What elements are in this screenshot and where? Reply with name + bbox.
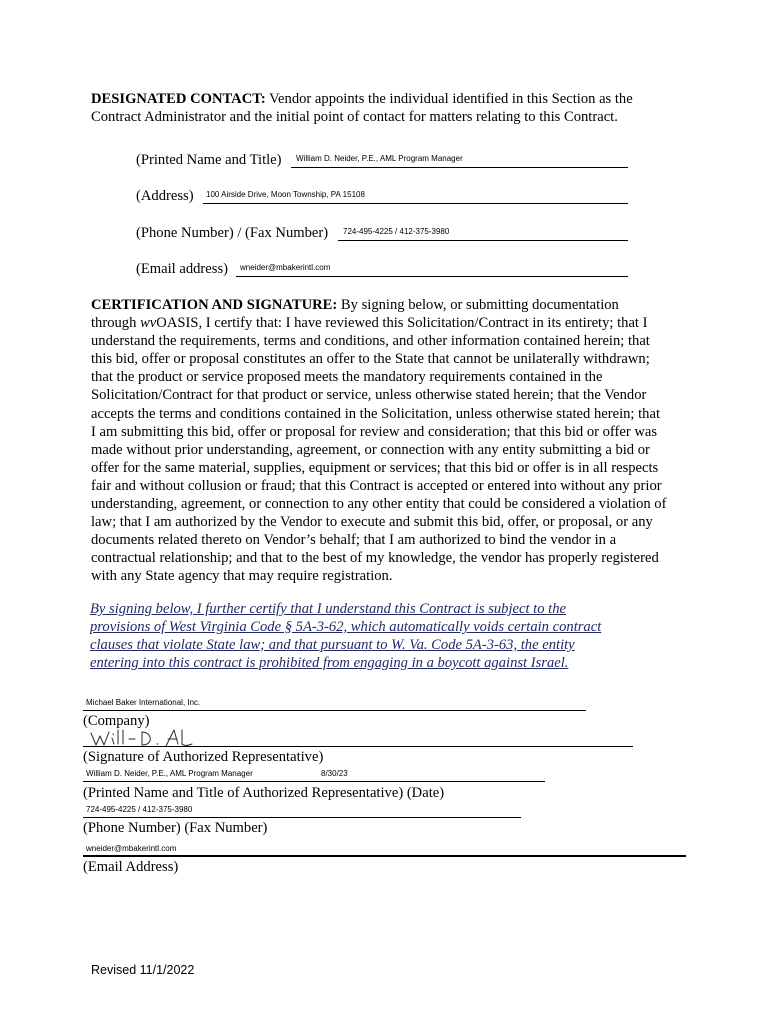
certification-line: I am submitting this bid, offer or proposal for review and consideration; that this bid or offer was	[91, 423, 658, 440]
phone-label: (Phone Number) / (Fax Number)	[136, 225, 329, 241]
rep-email-underline	[83, 855, 686, 857]
further-certify-paragraph	[90, 600, 650, 672]
printed-name-label: (Printed Name and Title)	[136, 152, 282, 168]
certification-line: documents related thereto on Vendor’s behalf; that I am authorized to bind the vendor in a	[91, 532, 617, 549]
email-label: (Email address)	[136, 261, 228, 277]
certification-line: accepts the terms and conditions contained in the Solicitation, unless otherwise stated herein; that	[91, 405, 661, 422]
certification-line: law; that I am authorized by the Vendor to execute and submit this bid, offer, or proposal, or any	[91, 514, 653, 531]
designated-contact-heading: DESIGNATED CONTACT:	[91, 91, 266, 107]
company-label: (Company)	[83, 713, 150, 729]
company-underline	[83, 710, 586, 711]
certification-line: understanding, agreement, or connection to any other entity that could be considered a violation of	[91, 496, 667, 513]
certification-line: offer for the same material, supplies, equipment or services; that this bid or offer is in all respects	[91, 459, 659, 476]
designated-contact-line-1	[91, 90, 691, 108]
rep-phone-underline	[83, 817, 521, 818]
revised-date: Revised 11/1/2022	[91, 963, 195, 977]
printed-name-value: William D. Neider, P.E., AML Program Manager	[296, 154, 463, 163]
signature-underline	[83, 746, 633, 747]
certification-heading: CERTIFICATION AND SIGNATURE:	[91, 297, 338, 313]
further-certify-line: entering into this contract is prohibited from engaging in a boycott against Israel.	[90, 655, 569, 671]
further-certify-line: By signing below, I further certify that I understand this Contract is subject to the	[90, 601, 567, 617]
certification-line: contractual relationship; and that to the best of my knowledge, the vendor has properly registered	[91, 550, 659, 567]
rep-date-value: 8/30/23	[321, 769, 348, 778]
certification-text-1: By signing below, or submitting documentation	[337, 297, 619, 313]
certification-line: Solicitation/Contract for that product or service, unless otherwise stated herein; that the Vendor	[91, 387, 647, 404]
company-value: Michael Baker International, Inc.	[86, 698, 201, 707]
certification-line: made without prior understanding, agreement, or connection with any entity submitting a bid or	[91, 441, 650, 458]
rep-printed-name-value: William D. Neider, P.E., AML Program Manager	[86, 769, 253, 778]
rep-printed-name-label: (Printed Name and Title of Authorized Representative) (Date)	[83, 785, 445, 801]
address-value: 100 Airside Drive, Moon Township, PA 15108	[206, 190, 365, 199]
address-underline	[203, 203, 628, 204]
certification-line: with any State agency that may require registration.	[91, 568, 393, 585]
designated-contact-paragraph	[91, 90, 691, 126]
address-label: (Address)	[136, 188, 194, 204]
certification-line: that the product or service proposed meets the mandatory requirements contained in the	[91, 369, 603, 386]
phone-value: 724-495-4225 / 412-375-3980	[343, 227, 450, 236]
certification-line-1	[91, 296, 691, 314]
certification-paragraph	[91, 296, 691, 586]
rep-email-value: wneider@mbakerintl.com	[86, 844, 177, 853]
certification-line: understand the requirements, terms and conditions, and other information contained herein; that	[91, 333, 650, 350]
rep-phone-value: 724-495-4225 / 412-375-3980	[86, 805, 193, 814]
designated-contact-text-2: Contract Administrator and the initial point of contact for matters relating to this Contract.	[91, 109, 618, 126]
further-certify-line: provisions of West Virginia Code § 5A-3-62, which automatically voids certain contract	[90, 619, 602, 635]
email-underline	[236, 276, 628, 277]
certification-text-2a: through	[91, 315, 141, 332]
signature-label: (Signature of Authorized Representative)	[83, 749, 324, 765]
certification-text-2b: wv	[140, 315, 157, 332]
rep-phone-label: (Phone Number) (Fax Number)	[83, 820, 268, 836]
rep-email-label: (Email Address)	[83, 859, 179, 875]
designated-contact-text-1: Vendor appoints the individual identified in this Section as the	[265, 91, 633, 107]
certification-line-2	[91, 314, 691, 332]
email-value: wneider@mbakerintl.com	[240, 263, 331, 272]
certification-text-2c: OASIS, I certify that: I have reviewed this Solicitation/Contract in its entirety; that I	[156, 315, 648, 332]
further-certify-line: clauses that violate State law; and that pursuant to W. Va. Code 5A-3-63, the entity	[90, 637, 575, 653]
certification-line: fair and without collusion or fraud; that this Contract is accepted or entered into without any prior	[91, 477, 662, 494]
certification-line: this bid, offer or proposal constitutes an offer to the State that cannot be unilaterally withdrawn;	[91, 351, 650, 368]
rep-printed-name-underline	[83, 781, 545, 782]
phone-underline	[338, 240, 628, 241]
printed-name-underline	[291, 167, 628, 168]
